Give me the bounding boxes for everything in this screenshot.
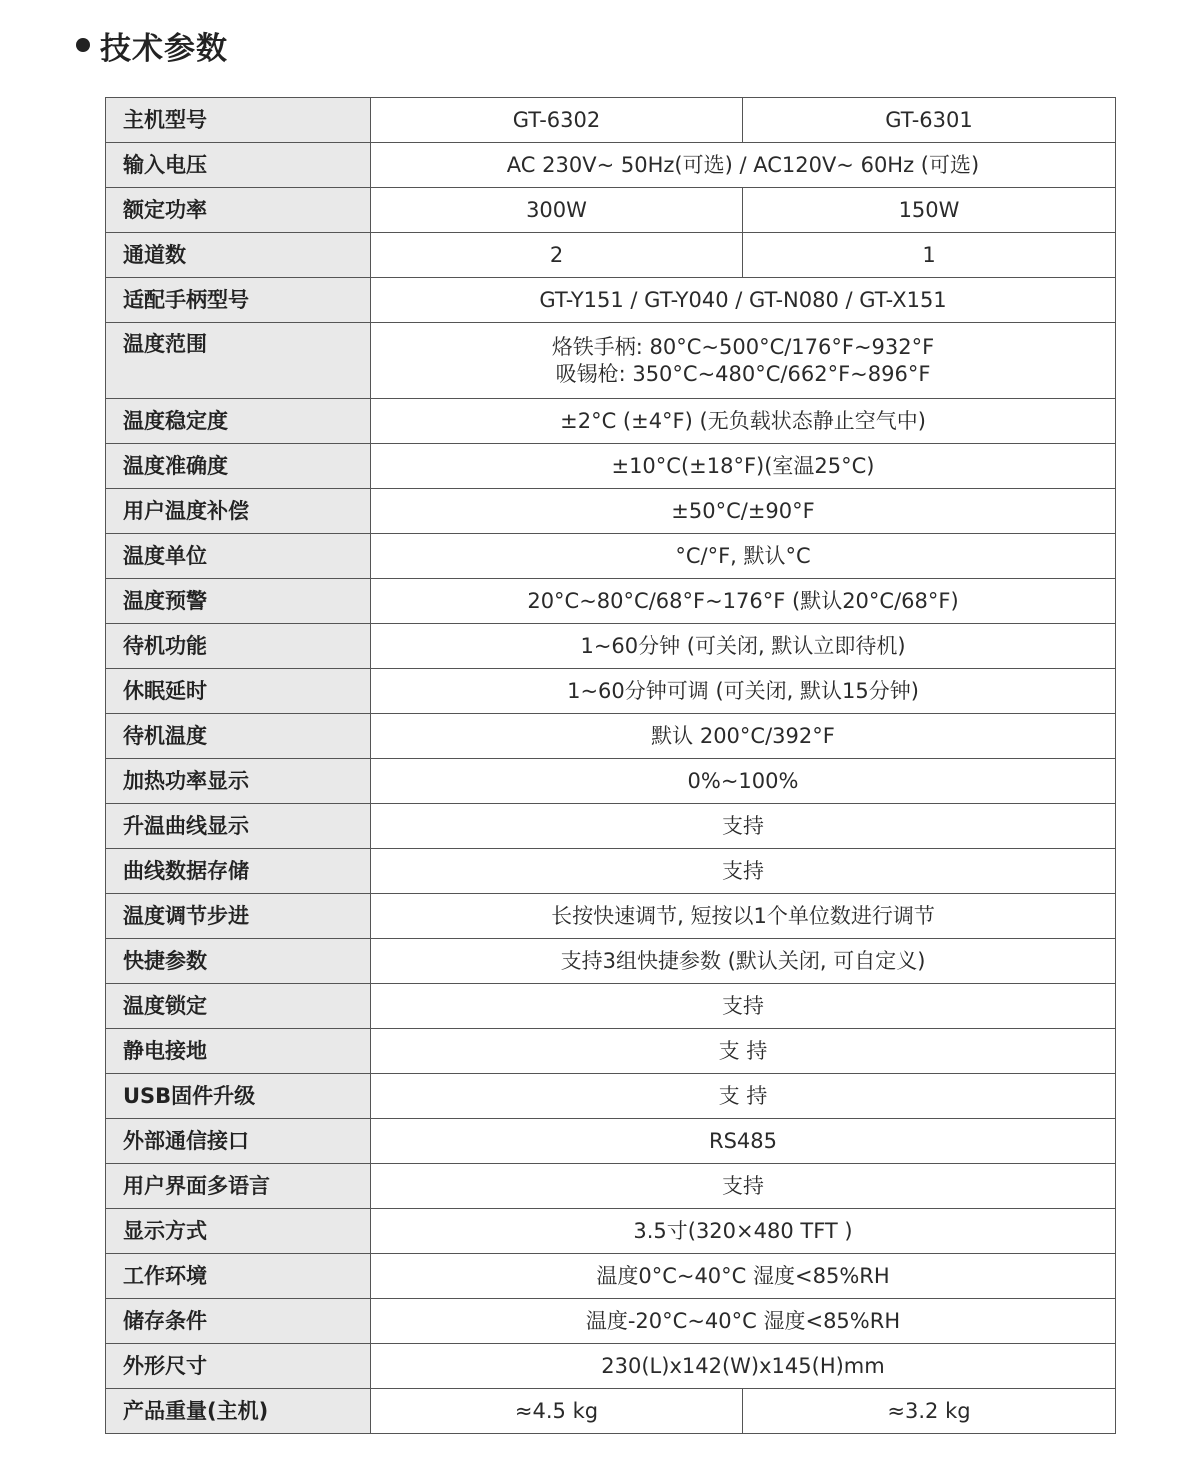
spec-table — [105, 97, 1116, 1434]
table-row — [106, 624, 1116, 669]
row-value: 支持 — [371, 984, 1116, 1029]
table-row — [106, 1389, 1116, 1434]
row-label: 额定功率 — [106, 188, 371, 233]
table-row — [106, 849, 1116, 894]
table-row — [106, 1299, 1116, 1344]
table-row — [106, 1209, 1116, 1254]
row-value: 230(L)x142(W)x145(H)mm — [371, 1344, 1116, 1389]
row-value: ≈3.2 kg — [743, 1389, 1116, 1434]
row-label: 休眠延时 — [106, 669, 371, 714]
table-row — [106, 894, 1116, 939]
row-value: 支 持 — [371, 1074, 1116, 1119]
row-label: 温度单位 — [106, 534, 371, 579]
table-row — [106, 1344, 1116, 1389]
table-row — [106, 1074, 1116, 1119]
table-row — [106, 759, 1116, 804]
row-value-line: 烙铁手柄: 80°C~500°C/176°F~932°F — [551, 334, 935, 359]
row-value: ≈4.5 kg — [371, 1389, 743, 1434]
table-row — [106, 444, 1116, 489]
row-value: 150W — [743, 188, 1116, 233]
row-label: 适配手柄型号 — [106, 278, 371, 323]
row-label: 待机温度 — [106, 714, 371, 759]
table-row — [106, 1254, 1116, 1299]
row-label: 快捷参数 — [106, 939, 371, 984]
table-row — [106, 984, 1116, 1029]
table-row — [106, 669, 1116, 714]
row-label: 产品重量(主机) — [106, 1389, 371, 1434]
row-label: 加热功率显示 — [106, 759, 371, 804]
table-row — [106, 143, 1116, 188]
row-label: 温度准确度 — [106, 444, 371, 489]
row-value: AC 230V~ 50Hz(可选) / AC120V~ 60Hz (可选) — [371, 143, 1116, 188]
section-title: 技术参数 — [100, 30, 228, 67]
table-row — [106, 1119, 1116, 1164]
row-label: 温度调节步进 — [106, 894, 371, 939]
row-value: 1~60分钟可调 (可关闭, 默认15分钟) — [371, 669, 1116, 714]
row-value: 1~60分钟 (可关闭, 默认立即待机) — [371, 624, 1116, 669]
row-label: 用户温度补偿 — [106, 489, 371, 534]
row-value: 温度0°C~40°C 湿度<85%RH — [371, 1254, 1116, 1299]
table-row — [106, 579, 1116, 624]
row-label: 待机功能 — [106, 624, 371, 669]
row-value: 2 — [371, 233, 743, 278]
row-value: 长按快速调节, 短按以1个单位数进行调节 — [371, 894, 1116, 939]
table-row — [106, 714, 1116, 759]
row-value: 300W — [371, 188, 743, 233]
row-label: 温度范围 — [106, 323, 371, 399]
row-value: 支持 — [371, 1164, 1116, 1209]
table-row — [106, 233, 1116, 278]
row-label: 温度稳定度 — [106, 399, 371, 444]
row-value: ±50°C/±90°F — [371, 489, 1116, 534]
row-label: 升温曲线显示 — [106, 804, 371, 849]
row-value-line: 吸锡枪: 350°C~480°C/662°F~896°F — [555, 361, 931, 386]
section-heading — [76, 22, 228, 68]
row-value: RS485 — [371, 1119, 1116, 1164]
row-label: 静电接地 — [106, 1029, 371, 1074]
row-value: ±2°C (±4°F) (无负载状态静止空气中) — [371, 399, 1116, 444]
row-label: 曲线数据存储 — [106, 849, 371, 894]
bullet-icon — [76, 38, 90, 52]
row-value: 20°C~80°C/68°F~176°F (默认20°C/68°F) — [371, 579, 1116, 624]
row-value: 1 — [743, 233, 1116, 278]
row-value: GT-Y151 / GT-Y040 / GT-N080 / GT-X151 — [371, 278, 1116, 323]
row-label: 主机型号 — [106, 98, 371, 143]
row-value: 默认 200°C/392°F — [371, 714, 1116, 759]
row-value: ±10°C(±18°F)(室温25°C) — [371, 444, 1116, 489]
row-label: 输入电压 — [106, 143, 371, 188]
table-row — [106, 939, 1116, 984]
row-label: 储存条件 — [106, 1299, 371, 1344]
row-value-gt6301: GT-6301 — [743, 98, 1116, 143]
row-value — [371, 323, 1116, 399]
table-row — [106, 804, 1116, 849]
table-row — [106, 278, 1116, 323]
row-value: 支持 — [371, 849, 1116, 894]
table-row — [106, 323, 1116, 399]
row-value: °C/°F, 默认°C — [371, 534, 1116, 579]
row-value: 温度-20°C~40°C 湿度<85%RH — [371, 1299, 1116, 1344]
table-row — [106, 534, 1116, 579]
row-label: 工作环境 — [106, 1254, 371, 1299]
row-value-gt6302: GT-6302 — [371, 98, 743, 143]
row-label: 温度锁定 — [106, 984, 371, 1029]
row-label: 用户界面多语言 — [106, 1164, 371, 1209]
table-row — [106, 1164, 1116, 1209]
row-label: USB固件升级 — [106, 1074, 371, 1119]
row-value: 支持 — [371, 804, 1116, 849]
row-label: 通道数 — [106, 233, 371, 278]
row-label: 显示方式 — [106, 1209, 371, 1254]
row-label: 外形尺寸 — [106, 1344, 371, 1389]
row-value: 3.5寸(320×480 TFT ) — [371, 1209, 1116, 1254]
table-row — [106, 188, 1116, 233]
row-value: 支 持 — [371, 1029, 1116, 1074]
row-label: 外部通信接口 — [106, 1119, 371, 1164]
table-row — [106, 1029, 1116, 1074]
row-value: 0%~100% — [371, 759, 1116, 804]
row-value: 支持3组快捷参数 (默认关闭, 可自定义) — [371, 939, 1116, 984]
row-label: 温度预警 — [106, 579, 371, 624]
table-row — [106, 399, 1116, 444]
table-row — [106, 489, 1116, 534]
table-row — [106, 98, 1116, 143]
